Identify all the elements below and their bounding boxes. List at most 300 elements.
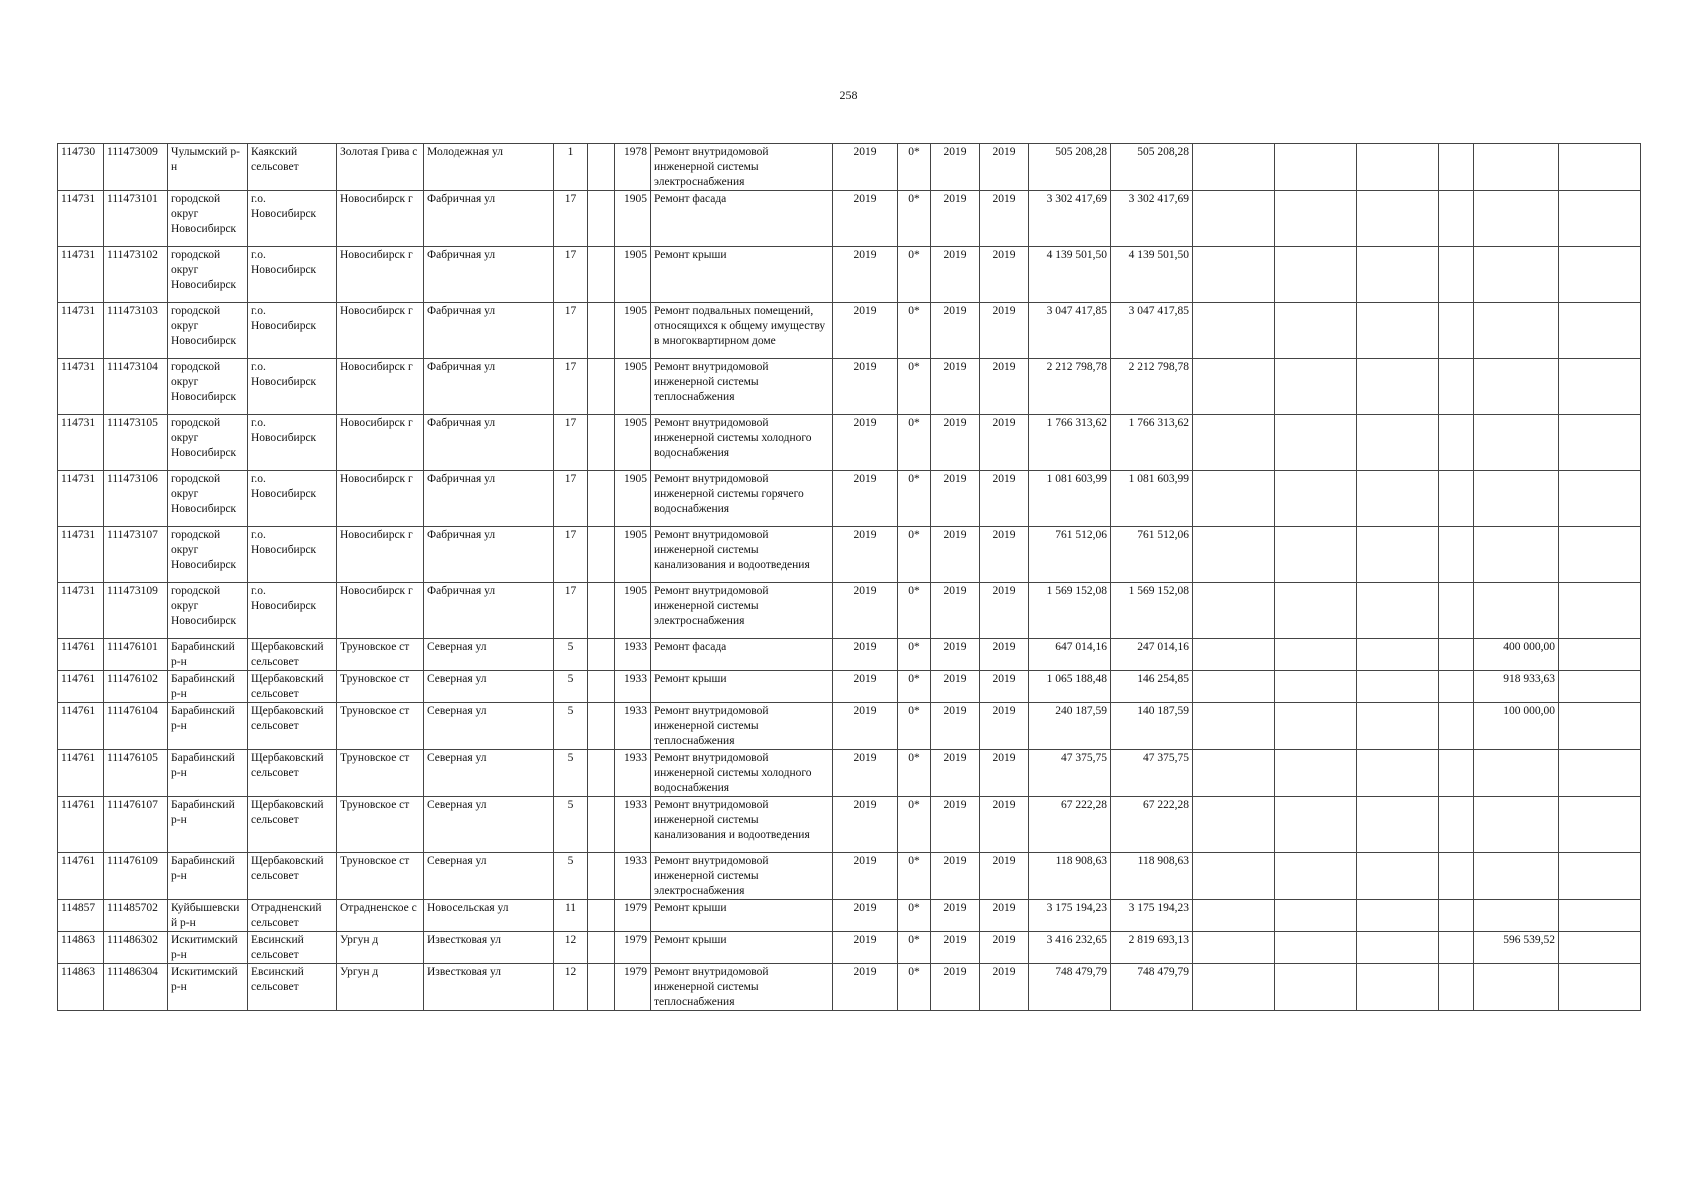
cell-empty [1559, 527, 1641, 583]
cell-code: 111486302 [104, 932, 168, 964]
table-row [58, 527, 1641, 583]
table-row [58, 359, 1641, 415]
cell-year: 1978 [615, 144, 651, 191]
cell-total: 47 375,75 [1029, 750, 1111, 797]
cell-y2: 2019 [980, 583, 1029, 639]
cell-district: Барабинский р-н [168, 750, 248, 797]
cell-empty [588, 527, 615, 583]
cell-empty [588, 750, 615, 797]
cell-empty [1439, 471, 1474, 527]
cell-street: Фабричная ул [424, 583, 554, 639]
cell-plan_year: 2019 [833, 583, 898, 639]
page-number: 258 [839, 88, 858, 102]
cell-y2: 2019 [980, 932, 1029, 964]
cell-empty [1275, 750, 1357, 797]
cell-empty [1193, 471, 1275, 527]
cell-empty [1559, 415, 1641, 471]
cell-settlement: Ургун д [337, 932, 424, 964]
cell-council: г.о. Новосибирск [248, 583, 337, 639]
cell-code: 111473009 [104, 144, 168, 191]
cell-y1: 2019 [931, 415, 980, 471]
cell-empty [1439, 671, 1474, 703]
cell-empty [1439, 932, 1474, 964]
cell-zero: 0* [898, 415, 931, 471]
cell-empty [1357, 853, 1439, 900]
cell-district: Чулымский р-н [168, 144, 248, 191]
cell-district: городской округ Новосибирск [168, 471, 248, 527]
cell-fund: 146 254,85 [1111, 671, 1193, 703]
cell-empty [1439, 703, 1474, 750]
cell-y1: 2019 [931, 144, 980, 191]
cell-council: г.о. Новосибирск [248, 247, 337, 303]
cell-year: 1905 [615, 247, 651, 303]
cell-plan_year: 2019 [833, 964, 898, 1011]
cell-district: Барабинский р-н [168, 853, 248, 900]
cell-zero: 0* [898, 144, 931, 191]
cell-empty [1559, 303, 1641, 359]
cell-district: городской округ Новосибирск [168, 359, 248, 415]
cell-code: 111476107 [104, 797, 168, 853]
cell-zero: 0* [898, 471, 931, 527]
cell-council: Каякский сельсовет [248, 144, 337, 191]
cell-empty [1357, 303, 1439, 359]
cell-empty [1559, 964, 1641, 1011]
cell-plan_year: 2019 [833, 900, 898, 932]
cell-id: 114730 [58, 144, 104, 191]
cell-empty [1357, 797, 1439, 853]
cell-district: городской округ Новосибирск [168, 191, 248, 247]
cell-total: 2 212 798,78 [1029, 359, 1111, 415]
cell-empty [1439, 359, 1474, 415]
cell-empty [1193, 750, 1275, 797]
cell-fund: 1 081 603,99 [1111, 471, 1193, 527]
cell-code: 111473105 [104, 415, 168, 471]
cell-empty [1559, 191, 1641, 247]
cell-zero: 0* [898, 750, 931, 797]
cell-total: 3 302 417,69 [1029, 191, 1111, 247]
cell-empty [1559, 932, 1641, 964]
cell-district: Барабинский р-н [168, 703, 248, 750]
cell-fund: 3 302 417,69 [1111, 191, 1193, 247]
cell-id: 114731 [58, 415, 104, 471]
cell-empty [588, 247, 615, 303]
cell-y1: 2019 [931, 527, 980, 583]
cell-empty [1357, 750, 1439, 797]
cell-y2: 2019 [980, 471, 1029, 527]
cell-year: 1933 [615, 639, 651, 671]
cell-extra: 100 000,00 [1474, 703, 1559, 750]
cell-work: Ремонт внутридомовой инженерной системы электроснабжения [651, 853, 833, 900]
cell-settlement: Труновское ст [337, 703, 424, 750]
cell-house: 12 [554, 932, 588, 964]
cell-empty [1439, 191, 1474, 247]
cell-y1: 2019 [931, 191, 980, 247]
cell-plan_year: 2019 [833, 191, 898, 247]
cell-empty [1357, 359, 1439, 415]
cell-fund: 1 569 152,08 [1111, 583, 1193, 639]
cell-house: 17 [554, 247, 588, 303]
cell-council: Евсинский сельсовет [248, 932, 337, 964]
cell-zero: 0* [898, 703, 931, 750]
cell-extra: 918 933,63 [1474, 671, 1559, 703]
cell-work: Ремонт крыши [651, 671, 833, 703]
table-row [58, 415, 1641, 471]
cell-district: Барабинский р-н [168, 639, 248, 671]
cell-settlement: Новосибирск г [337, 471, 424, 527]
cell-work: Ремонт внутридомовой инженерной системы электроснабжения [651, 583, 833, 639]
cell-plan_year: 2019 [833, 471, 898, 527]
cell-empty [1275, 303, 1357, 359]
cell-fund: 118 908,63 [1111, 853, 1193, 900]
cell-year: 1933 [615, 853, 651, 900]
cell-empty [1193, 900, 1275, 932]
table-row [58, 797, 1641, 853]
cell-fund: 3 175 194,23 [1111, 900, 1193, 932]
cell-empty [1193, 583, 1275, 639]
cell-code: 111473107 [104, 527, 168, 583]
cell-empty [1275, 144, 1357, 191]
cell-empty [1357, 639, 1439, 671]
cell-settlement: Новосибирск г [337, 191, 424, 247]
cell-empty [1439, 415, 1474, 471]
table-row [58, 471, 1641, 527]
cell-settlement: Труновское ст [337, 671, 424, 703]
cell-empty [1439, 247, 1474, 303]
cell-extra [1474, 415, 1559, 471]
cell-empty [1357, 247, 1439, 303]
cell-empty [588, 853, 615, 900]
cell-fund: 2 212 798,78 [1111, 359, 1193, 415]
cell-district: городской округ Новосибирск [168, 303, 248, 359]
cell-work: Ремонт внутридомовой инженерной системы теплоснабжения [651, 359, 833, 415]
cell-id: 114761 [58, 750, 104, 797]
cell-code: 111473109 [104, 583, 168, 639]
cell-total: 3 416 232,65 [1029, 932, 1111, 964]
cell-y1: 2019 [931, 639, 980, 671]
cell-zero: 0* [898, 853, 931, 900]
cell-street: Фабричная ул [424, 191, 554, 247]
cell-street: Фабричная ул [424, 303, 554, 359]
cell-empty [588, 671, 615, 703]
cell-settlement: Новосибирск г [337, 359, 424, 415]
cell-empty [1357, 527, 1439, 583]
cell-code: 111473102 [104, 247, 168, 303]
cell-settlement: Золотая Грива с [337, 144, 424, 191]
cell-house: 5 [554, 853, 588, 900]
cell-district: Барабинский р-н [168, 797, 248, 853]
cell-work: Ремонт подвальных помещений, относящихся к общему имуществу в многоквартирном доме [651, 303, 833, 359]
cell-plan_year: 2019 [833, 359, 898, 415]
cell-empty [1193, 964, 1275, 1011]
cell-y1: 2019 [931, 964, 980, 1011]
cell-settlement: Труновское ст [337, 797, 424, 853]
cell-year: 1905 [615, 415, 651, 471]
cell-district: Искитимский р-н [168, 964, 248, 1011]
cell-id: 114761 [58, 853, 104, 900]
cell-zero: 0* [898, 900, 931, 932]
cell-street: Известковая ул [424, 964, 554, 1011]
cell-fund: 1 766 313,62 [1111, 415, 1193, 471]
cell-empty [588, 359, 615, 415]
cell-work: Ремонт внутридомовой инженерной системы теплоснабжения [651, 703, 833, 750]
cell-y1: 2019 [931, 750, 980, 797]
cell-empty [1193, 797, 1275, 853]
cell-y2: 2019 [980, 703, 1029, 750]
cell-y2: 2019 [980, 797, 1029, 853]
cell-house: 11 [554, 900, 588, 932]
cell-empty [588, 471, 615, 527]
cell-extra [1474, 144, 1559, 191]
cell-house: 5 [554, 703, 588, 750]
cell-extra [1474, 471, 1559, 527]
cell-council: Отрадненский сельсовет [248, 900, 337, 932]
cell-empty [1193, 191, 1275, 247]
cell-council: г.о. Новосибирск [248, 303, 337, 359]
cell-id: 114731 [58, 359, 104, 415]
cell-code: 111473104 [104, 359, 168, 415]
cell-empty [1193, 359, 1275, 415]
cell-extra [1474, 191, 1559, 247]
cell-y1: 2019 [931, 471, 980, 527]
cell-empty [1559, 583, 1641, 639]
table-row [58, 144, 1641, 191]
cell-id: 114761 [58, 703, 104, 750]
cell-empty [1357, 144, 1439, 191]
cell-street: Фабричная ул [424, 247, 554, 303]
cell-extra [1474, 853, 1559, 900]
cell-empty [1357, 932, 1439, 964]
table-row [58, 900, 1641, 932]
cell-district: городской округ Новосибирск [168, 527, 248, 583]
cell-code: 111473101 [104, 191, 168, 247]
cell-street: Северная ул [424, 853, 554, 900]
cell-year: 1933 [615, 671, 651, 703]
cell-settlement: Труновское ст [337, 750, 424, 797]
cell-empty [1275, 797, 1357, 853]
cell-house: 17 [554, 359, 588, 415]
cell-extra [1474, 247, 1559, 303]
cell-year: 1933 [615, 750, 651, 797]
cell-fund: 247 014,16 [1111, 639, 1193, 671]
cell-empty [1559, 671, 1641, 703]
cell-empty [1193, 144, 1275, 191]
cell-y2: 2019 [980, 671, 1029, 703]
cell-y2: 2019 [980, 527, 1029, 583]
cell-empty [1275, 900, 1357, 932]
cell-empty [1357, 703, 1439, 750]
cell-council: Щербаковский сельсовет [248, 750, 337, 797]
table-row [58, 247, 1641, 303]
cell-work: Ремонт внутридомовой инженерной системы горячего водоснабжения [651, 471, 833, 527]
cell-empty [1559, 797, 1641, 853]
cell-extra [1474, 583, 1559, 639]
cell-id: 114731 [58, 583, 104, 639]
cell-year: 1979 [615, 900, 651, 932]
cell-empty [1275, 415, 1357, 471]
cell-empty [1275, 703, 1357, 750]
cell-y2: 2019 [980, 191, 1029, 247]
cell-id: 114731 [58, 191, 104, 247]
cell-empty [588, 703, 615, 750]
cell-empty [1193, 247, 1275, 303]
cell-total: 505 208,28 [1029, 144, 1111, 191]
cell-work: Ремонт внутридомовой инженерной системы канализования и водоотведения [651, 797, 833, 853]
cell-total: 240 187,59 [1029, 703, 1111, 750]
cell-street: Северная ул [424, 639, 554, 671]
cell-code: 111476105 [104, 750, 168, 797]
cell-district: городской округ Новосибирск [168, 415, 248, 471]
cell-empty [1559, 853, 1641, 900]
cell-house: 17 [554, 527, 588, 583]
cell-council: Щербаковский сельсовет [248, 703, 337, 750]
cell-y1: 2019 [931, 703, 980, 750]
cell-empty [588, 964, 615, 1011]
cell-zero: 0* [898, 964, 931, 1011]
table-row [58, 303, 1641, 359]
cell-empty [1275, 191, 1357, 247]
cell-year: 1905 [615, 303, 651, 359]
cell-fund: 505 208,28 [1111, 144, 1193, 191]
cell-code: 111485702 [104, 900, 168, 932]
cell-id: 114731 [58, 527, 104, 583]
cell-empty [1559, 247, 1641, 303]
cell-year: 1933 [615, 797, 651, 853]
cell-settlement: Труновское ст [337, 639, 424, 671]
cell-work: Ремонт внутридомовой инженерной системы канализования и водоотведения [651, 527, 833, 583]
cell-empty [588, 583, 615, 639]
cell-y2: 2019 [980, 750, 1029, 797]
cell-total: 761 512,06 [1029, 527, 1111, 583]
table-row [58, 639, 1641, 671]
registry-table [57, 143, 1641, 1011]
cell-zero: 0* [898, 583, 931, 639]
cell-street: Фабричная ул [424, 359, 554, 415]
cell-fund: 67 222,28 [1111, 797, 1193, 853]
cell-y1: 2019 [931, 583, 980, 639]
cell-code: 111476109 [104, 853, 168, 900]
cell-empty [1275, 471, 1357, 527]
cell-plan_year: 2019 [833, 527, 898, 583]
cell-plan_year: 2019 [833, 415, 898, 471]
cell-street: Фабричная ул [424, 471, 554, 527]
cell-id: 114731 [58, 471, 104, 527]
cell-house: 17 [554, 303, 588, 359]
cell-house: 17 [554, 471, 588, 527]
cell-code: 111473106 [104, 471, 168, 527]
cell-house: 17 [554, 191, 588, 247]
cell-empty [1357, 900, 1439, 932]
cell-fund: 4 139 501,50 [1111, 247, 1193, 303]
cell-year: 1905 [615, 471, 651, 527]
cell-year: 1905 [615, 359, 651, 415]
cell-code: 111476101 [104, 639, 168, 671]
cell-empty [1275, 247, 1357, 303]
table-row [58, 583, 1641, 639]
cell-work: Ремонт фасада [651, 639, 833, 671]
cell-total: 647 014,16 [1029, 639, 1111, 671]
cell-street: Северная ул [424, 797, 554, 853]
cell-house: 17 [554, 583, 588, 639]
cell-empty [1439, 303, 1474, 359]
cell-extra [1474, 750, 1559, 797]
cell-plan_year: 2019 [833, 750, 898, 797]
cell-zero: 0* [898, 191, 931, 247]
cell-empty [1193, 853, 1275, 900]
cell-empty [1275, 583, 1357, 639]
cell-empty [1193, 415, 1275, 471]
cell-house: 5 [554, 797, 588, 853]
cell-empty [1439, 527, 1474, 583]
cell-id: 114761 [58, 797, 104, 853]
cell-y1: 2019 [931, 359, 980, 415]
cell-total: 4 139 501,50 [1029, 247, 1111, 303]
cell-zero: 0* [898, 797, 931, 853]
table-row [58, 932, 1641, 964]
cell-code: 111476102 [104, 671, 168, 703]
cell-house: 1 [554, 144, 588, 191]
cell-empty [1193, 639, 1275, 671]
cell-y1: 2019 [931, 247, 980, 303]
cell-id: 114731 [58, 303, 104, 359]
cell-empty [1275, 964, 1357, 1011]
cell-extra [1474, 900, 1559, 932]
cell-year: 1905 [615, 527, 651, 583]
cell-total: 3 175 194,23 [1029, 900, 1111, 932]
cell-plan_year: 2019 [833, 853, 898, 900]
cell-empty [1275, 527, 1357, 583]
cell-work: Ремонт внутридомовой инженерной системы теплоснабжения [651, 964, 833, 1011]
cell-empty [1275, 671, 1357, 703]
cell-empty [588, 144, 615, 191]
cell-plan_year: 2019 [833, 671, 898, 703]
cell-street: Новосельская ул [424, 900, 554, 932]
cell-plan_year: 2019 [833, 247, 898, 303]
cell-id: 114761 [58, 671, 104, 703]
cell-street: Северная ул [424, 671, 554, 703]
cell-fund: 3 047 417,85 [1111, 303, 1193, 359]
cell-council: Евсинский сельсовет [248, 964, 337, 1011]
cell-council: г.о. Новосибирск [248, 359, 337, 415]
cell-zero: 0* [898, 639, 931, 671]
cell-total: 748 479,79 [1029, 964, 1111, 1011]
cell-y2: 2019 [980, 639, 1029, 671]
cell-work: Ремонт внутридомовой инженерной системы электроснабжения [651, 144, 833, 191]
cell-district: городской округ Новосибирск [168, 247, 248, 303]
cell-plan_year: 2019 [833, 639, 898, 671]
cell-settlement: Новосибирск г [337, 303, 424, 359]
cell-council: Щербаковский сельсовет [248, 671, 337, 703]
cell-street: Известковая ул [424, 932, 554, 964]
cell-house: 12 [554, 964, 588, 1011]
cell-empty [1439, 750, 1474, 797]
cell-empty [1193, 527, 1275, 583]
table-row [58, 853, 1641, 900]
table-row [58, 703, 1641, 750]
cell-house: 5 [554, 750, 588, 797]
cell-y2: 2019 [980, 415, 1029, 471]
cell-year: 1933 [615, 703, 651, 750]
cell-extra [1474, 797, 1559, 853]
cell-empty [588, 415, 615, 471]
cell-id: 114863 [58, 932, 104, 964]
cell-council: Щербаковский сельсовет [248, 853, 337, 900]
cell-code: 111486304 [104, 964, 168, 1011]
cell-id: 114857 [58, 900, 104, 932]
cell-y1: 2019 [931, 853, 980, 900]
cell-id: 114761 [58, 639, 104, 671]
table-row [58, 191, 1641, 247]
cell-zero: 0* [898, 359, 931, 415]
